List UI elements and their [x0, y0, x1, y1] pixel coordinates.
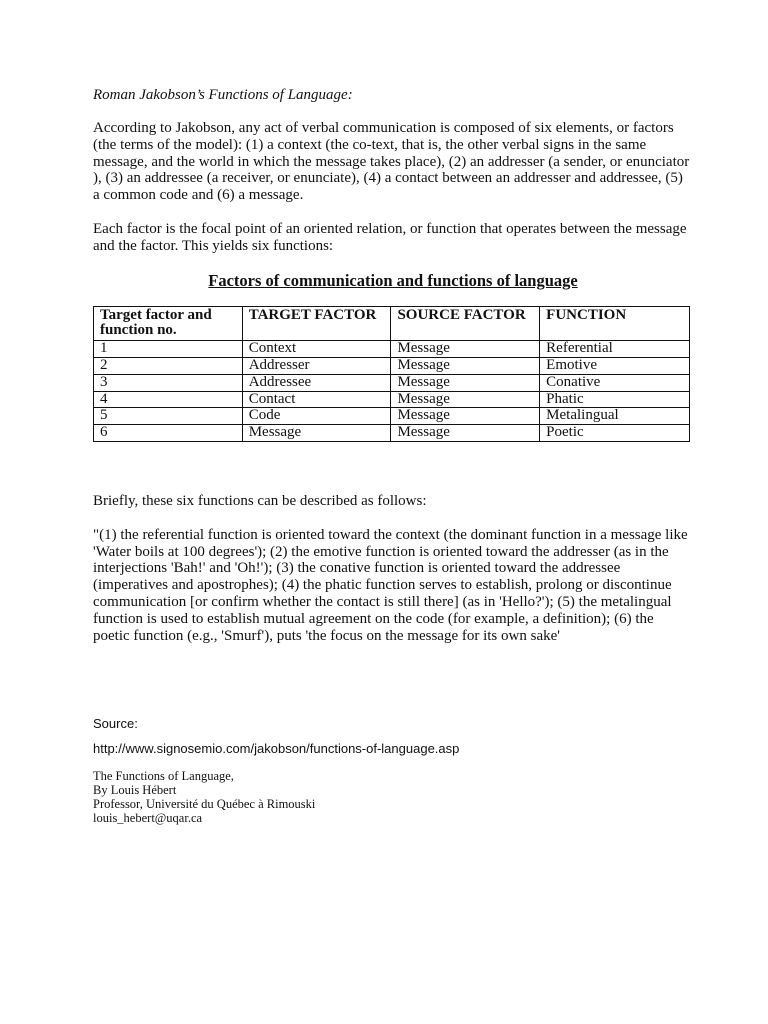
cell-target-factor: Code [242, 408, 391, 425]
functions-description: "(1) the referential function is oriented toward the context (the dominant function in a message like 'Water boils at 100 degrees'); (2) the emotive function is oriented toward the addresser (as in the interjections 'Bah!' and 'Oh!'); (3) the conative function is oriented toward the addressee (imperatives and apostrophes); (4) the phatic function serves to establish, prolong or discontinue communication [or confirm whether the contact is still there] (as in 'Hello?'); (5) the metalingual function is used to establish mutual agreement on the code (for example, a definition); (6) the poetic function (e.g., 'Smurf'), puts 'the focus on the message for its own sake' [93, 526, 688, 644]
table-row [94, 425, 690, 442]
header-function: FUNCTION [540, 306, 690, 341]
cell-number: 4 [94, 391, 243, 408]
cell-number: 6 [94, 425, 243, 442]
document-page [93, 87, 693, 825]
table-header-row [94, 306, 690, 341]
cell-function: Emotive [540, 357, 690, 374]
cell-number: 2 [94, 357, 243, 374]
header-target-factor: TARGET FACTOR [242, 306, 391, 341]
cell-function: Referential [540, 341, 690, 358]
header-target-factor-no: Target factor and function no. [94, 306, 243, 341]
cell-source-factor: Message [391, 408, 540, 425]
source-url: http://www.signosemio.com/jakobson/functions-of-language.asp [93, 741, 460, 757]
table-row [94, 391, 690, 408]
header-source-factor: SOURCE FACTOR [391, 306, 540, 341]
factors-table [93, 306, 690, 442]
cell-function: Poetic [540, 425, 690, 442]
citation-author: By Louis Hébert [93, 783, 177, 798]
cell-function: Phatic [540, 391, 690, 408]
spacer [93, 442, 693, 493]
cell-source-factor: Message [391, 425, 540, 442]
cell-source-factor: Message [391, 341, 540, 358]
spacer [93, 644, 693, 716]
cell-number: 5 [94, 408, 243, 425]
cell-source-factor: Message [391, 374, 540, 391]
cell-target-factor: Message [242, 425, 391, 442]
cell-function: Metalingual [540, 408, 690, 425]
cell-target-factor: Addresser [242, 357, 391, 374]
spacer [93, 204, 693, 221]
cell-target-factor: Contact [242, 391, 391, 408]
cell-number: 1 [94, 341, 243, 358]
source-label: Source: [93, 716, 138, 732]
citation-title: The Functions of Language, [93, 769, 234, 784]
spacer [93, 757, 693, 769]
table-row [94, 374, 690, 391]
spacer [93, 104, 693, 120]
cell-source-factor: Message [391, 357, 540, 374]
functions-paragraph: Each factor is the focal point of an oriented relation, or function that operates between the message and the factor. This yields six functions: [93, 220, 687, 254]
cell-target-factor: Context [242, 341, 391, 358]
spacer [93, 510, 693, 527]
citation-affiliation: Professor, Université du Québec à Rimouski [93, 797, 316, 812]
citation-block [93, 769, 693, 825]
table-heading: Factors of communication and functions of language [208, 270, 578, 290]
intro-paragraph: According to Jakobson, any act of verbal communication is composed of six elements, or factors (the terms of the model): (1) a context (the co-text, that is, the other verbal signs in the same message, and the world in which the message takes place), (2) an addresser (a sender, or enunciator ), (3) an addressee (a receiver, or enunciate), (4) a contact between an addresser and addressee, (5) a common code and (6) a message. [93, 120, 690, 204]
cell-number: 3 [94, 374, 243, 391]
table-row [94, 357, 690, 374]
summary-intro: Briefly, these six functions can be described as follows: [93, 492, 427, 509]
cell-source-factor: Message [391, 391, 540, 408]
cell-function: Conative [540, 374, 690, 391]
table-row [94, 408, 690, 425]
document-title: Roman Jakobson’s Functions of Language: [93, 87, 353, 103]
spacer [93, 732, 693, 741]
citation-email: louis_hebert@uqar.ca [93, 811, 203, 826]
cell-target-factor: Addressee [242, 374, 391, 391]
table-row [94, 341, 690, 358]
